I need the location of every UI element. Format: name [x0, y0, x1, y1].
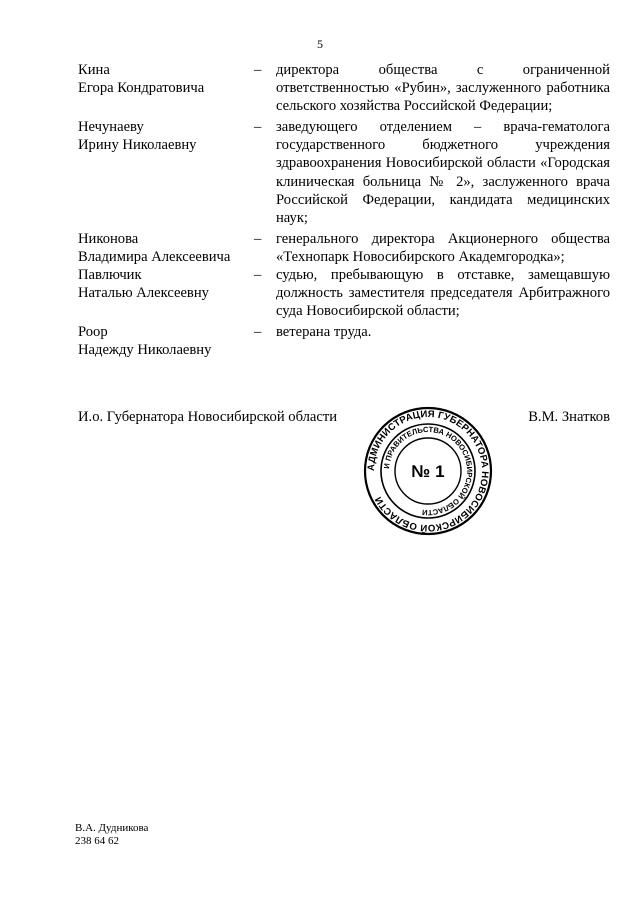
page-number: 5 — [317, 37, 323, 51]
signatory-position: И.о. Губернатора Новосибирской области — [78, 409, 338, 425]
recipient-given-name: Владимира Алексеевича — [78, 248, 231, 265]
recipient-description: заведующего отделением – врача-гематолога государственного бюджетного учреждения здравоохранения Новосибирской области «Городская клиническая больница № 2», заслуженного врача Российской Федерации, кандидата медицинских наук; — [276, 119, 610, 226]
recipient-name — [78, 118, 254, 227]
recipient-surname: Роор — [78, 324, 108, 341]
recipient-surname: Никонова — [78, 230, 139, 247]
seal-graphic — [363, 406, 493, 536]
signatory-name: В.М. Знатков — [528, 409, 610, 425]
recipient-name — [78, 266, 254, 320]
list-item — [78, 61, 610, 115]
recipient-given-name: Ирину Николаевну — [78, 137, 197, 154]
recipient-name — [78, 323, 254, 359]
seal-inner-text: И ПРАВИТЕЛЬСТВА НОВОСИБИРСКОЙ ОБЛАСТИ — [382, 424, 475, 518]
document-footer — [75, 822, 148, 848]
dash-separator: – — [254, 119, 262, 136]
footer-author: В.А. Дудникова — [75, 822, 149, 834]
signature-block — [78, 409, 610, 426]
recipient-given-name: Наталью Алексеевну — [78, 285, 209, 302]
recipient-surname: Нечунаеву — [78, 119, 144, 136]
footer-phone: 238 64 62 — [75, 835, 119, 847]
dash-separator: – — [254, 230, 262, 247]
list-item — [78, 118, 610, 227]
list-item — [78, 323, 610, 359]
recipient-description: директора общества с ограниченной ответственностью «Рубин», заслуженного работника сельского хозяйства Российской Федерации; — [276, 62, 610, 115]
official-seal — [363, 406, 493, 536]
recipient-given-name: Надежду Николаевну — [78, 342, 212, 359]
recipient-name — [78, 230, 254, 266]
seal-number: № 1 — [411, 462, 445, 481]
dash-separator: – — [254, 267, 262, 284]
recipient-description: ветерана труда. — [276, 324, 372, 341]
recipient-surname: Павлючик — [78, 267, 142, 284]
dash-separator: – — [254, 324, 262, 341]
list-item — [78, 230, 610, 266]
seal-outer-text: АДМИНИСТРАЦИЯ ГУБЕРНАТОРА НОВОСИБИРСКОЙ ОБЛАСТИ — [365, 408, 491, 534]
recipient-description: судью, пребывающую в отставке, замещавшую должность заместителя председателя Арбитражного суда Новосибирской области; — [276, 267, 610, 320]
recipient-given-name: Егора Кондратовича — [78, 80, 205, 97]
recipient-name — [78, 61, 254, 115]
award-list — [78, 61, 610, 360]
recipient-description: генерального директора Акционерного общества «Технопарк Новосибирского Академгородка»; — [276, 230, 610, 265]
dash-separator: – — [254, 62, 262, 78]
recipient-surname: Кина — [78, 62, 110, 78]
list-item — [78, 266, 610, 320]
